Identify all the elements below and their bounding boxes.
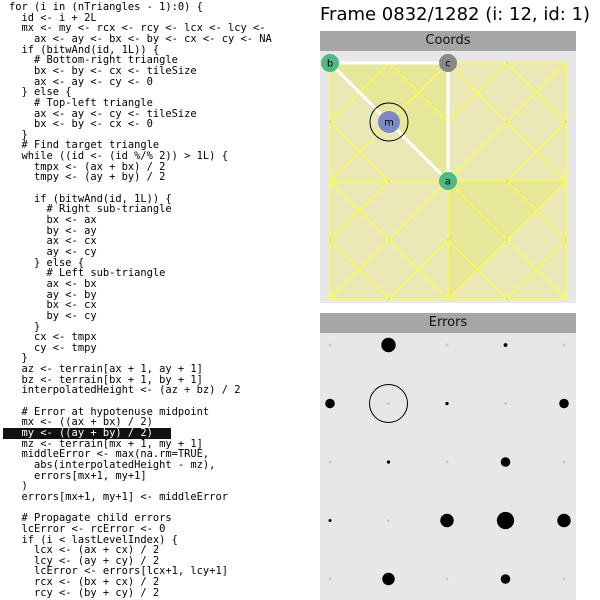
zero-marker (563, 344, 566, 347)
code-line: id <- i + 2L (9, 11, 97, 24)
error-dot (501, 574, 511, 584)
zero-marker (387, 402, 390, 405)
code-line: # Bottom-right triangle (9, 54, 178, 67)
error-dot (440, 514, 453, 527)
code-line: while ((id <- (id %/% 2)) > 1L) { (9, 150, 228, 163)
code-line (0, 503, 9, 514)
code-line: ax <- ay <- cy <- 0 (9, 75, 153, 88)
code-line: az <- terrain[ax + 1, ay + 1] (9, 363, 203, 376)
code-line: abs(interpolatedHeight - mz), (9, 458, 216, 471)
vertex-dot (506, 180, 508, 182)
code-line: } (9, 352, 28, 365)
code-line: errors[mx+1, my+1] <- middleError (9, 490, 228, 503)
error-dot (504, 343, 508, 347)
code-line: middleError <- max(na.rm=TRUE, (9, 448, 210, 461)
coords-panel (320, 51, 576, 303)
code-line: mx <- ((ax + bx) / 2) (9, 416, 153, 429)
zero-marker (446, 461, 449, 464)
code-line: rcx <- (bx + cx) / 2 (9, 576, 160, 589)
code-line: } else { (9, 256, 85, 269)
vertex-dot (565, 121, 567, 123)
errors-plot (320, 333, 576, 600)
zero-marker (329, 461, 332, 464)
code-line: tmpx <- (ax + bx) / 2 (9, 160, 166, 173)
point-m-label: m (384, 117, 394, 129)
code-line: } (9, 320, 41, 333)
vertex-dot (329, 121, 331, 123)
code-line: mz <- terrain[mx + 1, my + 1] (9, 437, 203, 450)
code-line: # Top-left triangle (9, 96, 153, 109)
coords-panel-header: Coords (320, 31, 576, 51)
code-line: # Propagate child errors (9, 512, 172, 525)
code-line: rcy <- (by + cy) / 2 (9, 586, 160, 599)
error-dot (497, 512, 514, 529)
vertex-dot (388, 180, 390, 182)
code-line: ax <- bx (9, 277, 97, 290)
vertex-dot (329, 239, 331, 241)
zero-marker (563, 578, 566, 581)
point-a-label: a (444, 176, 452, 188)
vertex-dot (447, 239, 449, 241)
zero-marker (329, 578, 332, 581)
code-line: lcy <- (ay + cy) / 2 (9, 554, 160, 567)
code-line: errors[mx+1, my+1] (9, 469, 147, 482)
code-line: ax <- ay <- cy <- tileSize (9, 107, 197, 120)
point-b-label: b (326, 58, 334, 70)
error-dot (559, 399, 569, 409)
code-line: by <- ay (9, 224, 97, 237)
code-line: ay <- by (9, 288, 97, 301)
code-line: bx <- ax (9, 214, 97, 226)
code-line: ay <- cy (9, 245, 97, 258)
zero-marker (563, 461, 566, 464)
zero-marker (387, 519, 390, 522)
code-line: bx <- cx (9, 299, 97, 312)
code-line: } else { (9, 86, 72, 99)
zero-marker (504, 402, 507, 405)
error-dot (329, 519, 332, 522)
vertex-dot (388, 298, 390, 300)
code-line: lcError <- rcError <- 0 (9, 522, 166, 535)
code-line: tmpy <- (ay + by) / 2 (9, 171, 166, 184)
code-line: for (i in (nTriangles - 1):0) { (9, 1, 203, 13)
code-line: if (bitwAnd(id, 1L)) { (9, 192, 172, 205)
code-line (0, 396, 9, 407)
code-line: # Right sub-triangle (9, 203, 172, 216)
code-line: # Left sub-triangle (9, 267, 166, 280)
zero-marker (329, 344, 332, 347)
code-line: ax <- ay <- bx <- by <- cx <- cy <- NA (9, 32, 272, 45)
code-line: mx <- my <- rcx <- rcy <- lcx <- lcy <- (9, 22, 266, 35)
code-line: interpolatedHeight <- (az + bz) / 2 (9, 384, 241, 397)
code-line: ax <- cx (9, 235, 97, 248)
point-c-label: c (445, 58, 451, 70)
code-line: } (9, 128, 28, 141)
code-line: # Find target triangle (9, 139, 160, 152)
code-line: ) (9, 480, 28, 493)
code-line: # Error at hypotenuse midpoint (9, 405, 210, 418)
vertex-dot (506, 298, 508, 300)
coords-plot (320, 51, 576, 303)
errors-panel-header: Errors (320, 313, 576, 333)
code-line: lcx <- (ax + cx) / 2 (9, 544, 160, 557)
frame-title: Frame 0832/1282 (i: 12, id: 1) (320, 4, 591, 25)
error-dot (501, 457, 511, 467)
code-line: cy <- tmpy (9, 341, 97, 354)
zero-marker (446, 344, 449, 347)
errors-panel (320, 333, 576, 600)
error-dot (557, 514, 570, 527)
vertex-dot (506, 239, 508, 241)
error-dot (381, 338, 395, 352)
code-line-highlighted: my <- ((ay + by) / 2) (3, 428, 171, 439)
error-dot (445, 402, 448, 405)
error-dot (387, 460, 390, 463)
code-line: bx <- by <- cx <- 0 (9, 118, 153, 131)
error-dot (325, 399, 335, 409)
code-line: if (bitwAnd(id, 1L)) { (9, 43, 160, 56)
code-line: bx <- by <- cx <- tileSize (9, 64, 197, 77)
code-line: by <- cy (9, 309, 97, 322)
vertex-dot (506, 62, 508, 64)
error-dot (382, 573, 394, 585)
vertex-dot (388, 239, 390, 241)
code-line: bz <- terrain[bx + 1, by + 1] (9, 373, 203, 386)
code-line: lcError <- errors[lcx+1, lcy+1] (9, 565, 228, 578)
vertex-dot (565, 239, 567, 241)
zero-marker (446, 578, 449, 581)
code-line (0, 183, 9, 194)
code-line: cx <- tmpx (9, 331, 97, 344)
vertex-dot (506, 121, 508, 123)
code-line: if (i < lastLevelIndex) { (9, 533, 178, 546)
